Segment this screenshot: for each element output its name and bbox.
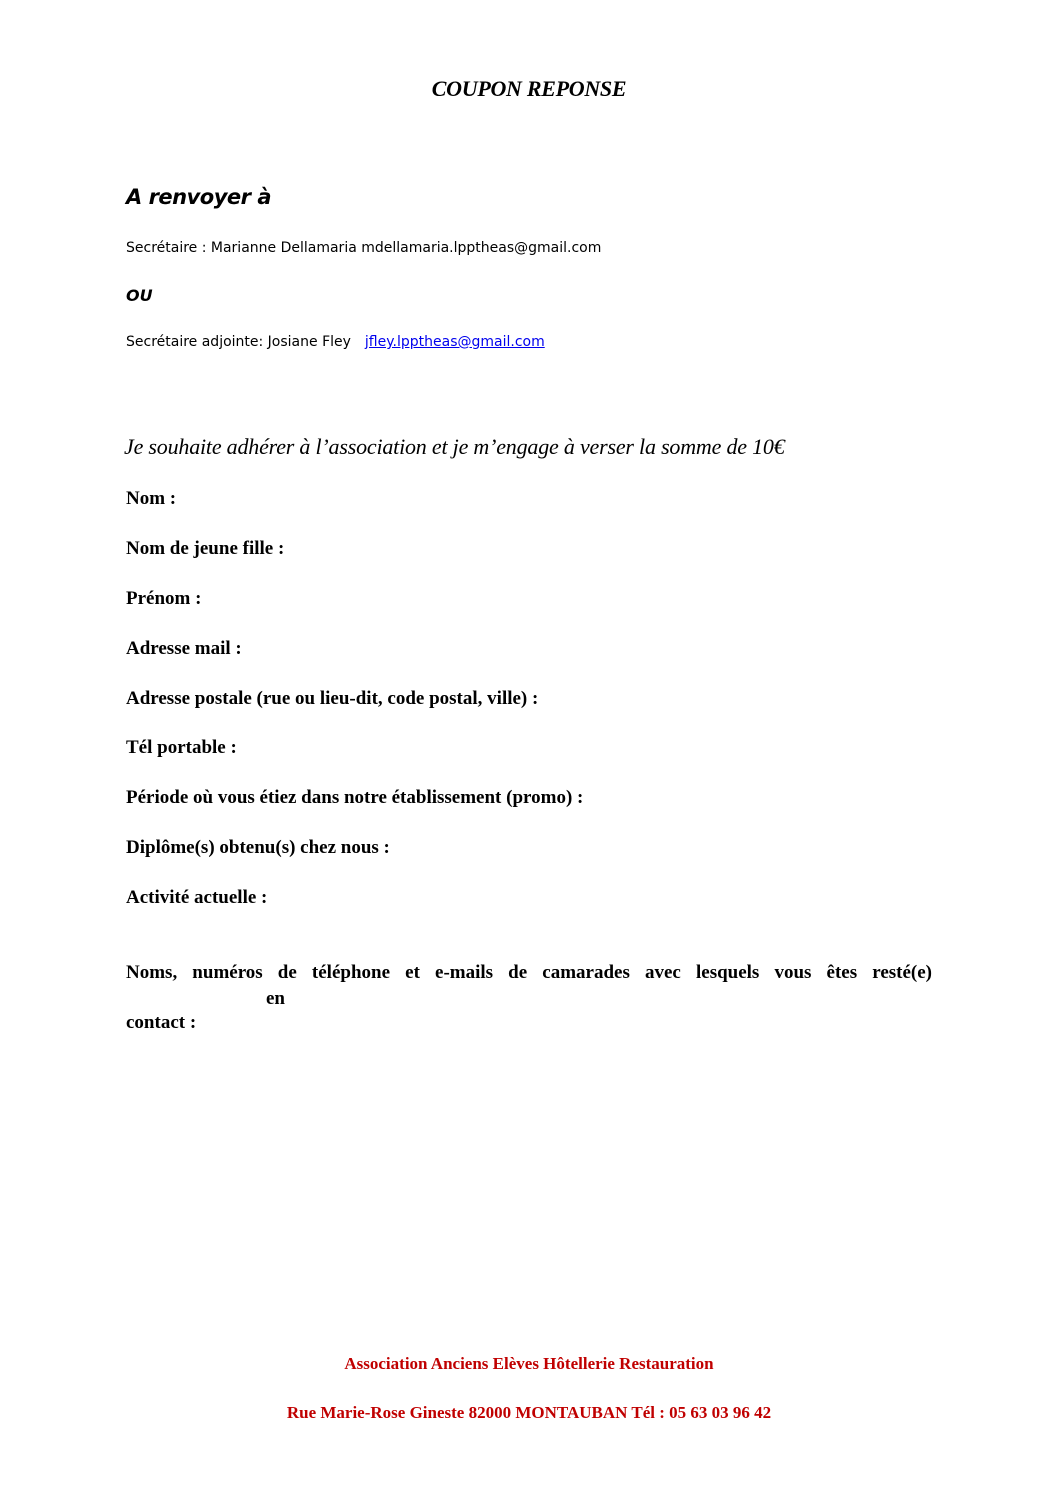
send-to-heading: A renvoyer à (126, 185, 271, 209)
field-nom-jeune-fille: Nom de jeune fille : (126, 538, 285, 559)
field-periode: Période où vous étiez dans notre établissement (promo) : (126, 787, 584, 808)
or-label: OU (126, 286, 153, 305)
field-nom: Nom : (126, 488, 177, 509)
secretary-line: Secrétaire : Marianne Dellamaria mdellamaria.lpptheas@gmail.com (126, 240, 602, 256)
contacts-prompt-line3: contact : (126, 1012, 197, 1033)
assistant-email-link[interactable]: jfley.lpptheas@gmail.com (364, 334, 545, 350)
field-diplomes: Diplôme(s) obtenu(s) chez nous : (126, 837, 390, 858)
contacts-prompt-line1: Noms, numéros de téléphone et e-mails de camarades avec lesquels vous êtes resté(e) (126, 962, 932, 983)
footer-association: Association Anciens Elèves Hôtellerie Restauration (344, 1354, 714, 1373)
field-tel-portable: Tél portable : (126, 737, 237, 758)
field-adresse-postale: Adresse postale (rue ou lieu-dit, code postal, ville) : (126, 688, 539, 709)
assistant-secretary-label: Secrétaire adjointe: Josiane Fley (126, 334, 351, 350)
membership-commitment: Je souhaite adhérer à l’association et je m’engage à verser la somme de 10€ (124, 434, 785, 459)
field-activite: Activité actuelle : (126, 887, 268, 908)
field-prenom: Prénom : (126, 588, 202, 609)
page-title: COUPON REPONSE (431, 76, 627, 101)
assistant-secretary-line (126, 334, 545, 350)
field-adresse-mail: Adresse mail : (126, 638, 242, 659)
footer-address: Rue Marie-Rose Gineste 82000 MONTAUBAN Tél : 05 63 03 96 42 (286, 1403, 772, 1422)
contacts-prompt-line2: en (266, 988, 285, 1009)
